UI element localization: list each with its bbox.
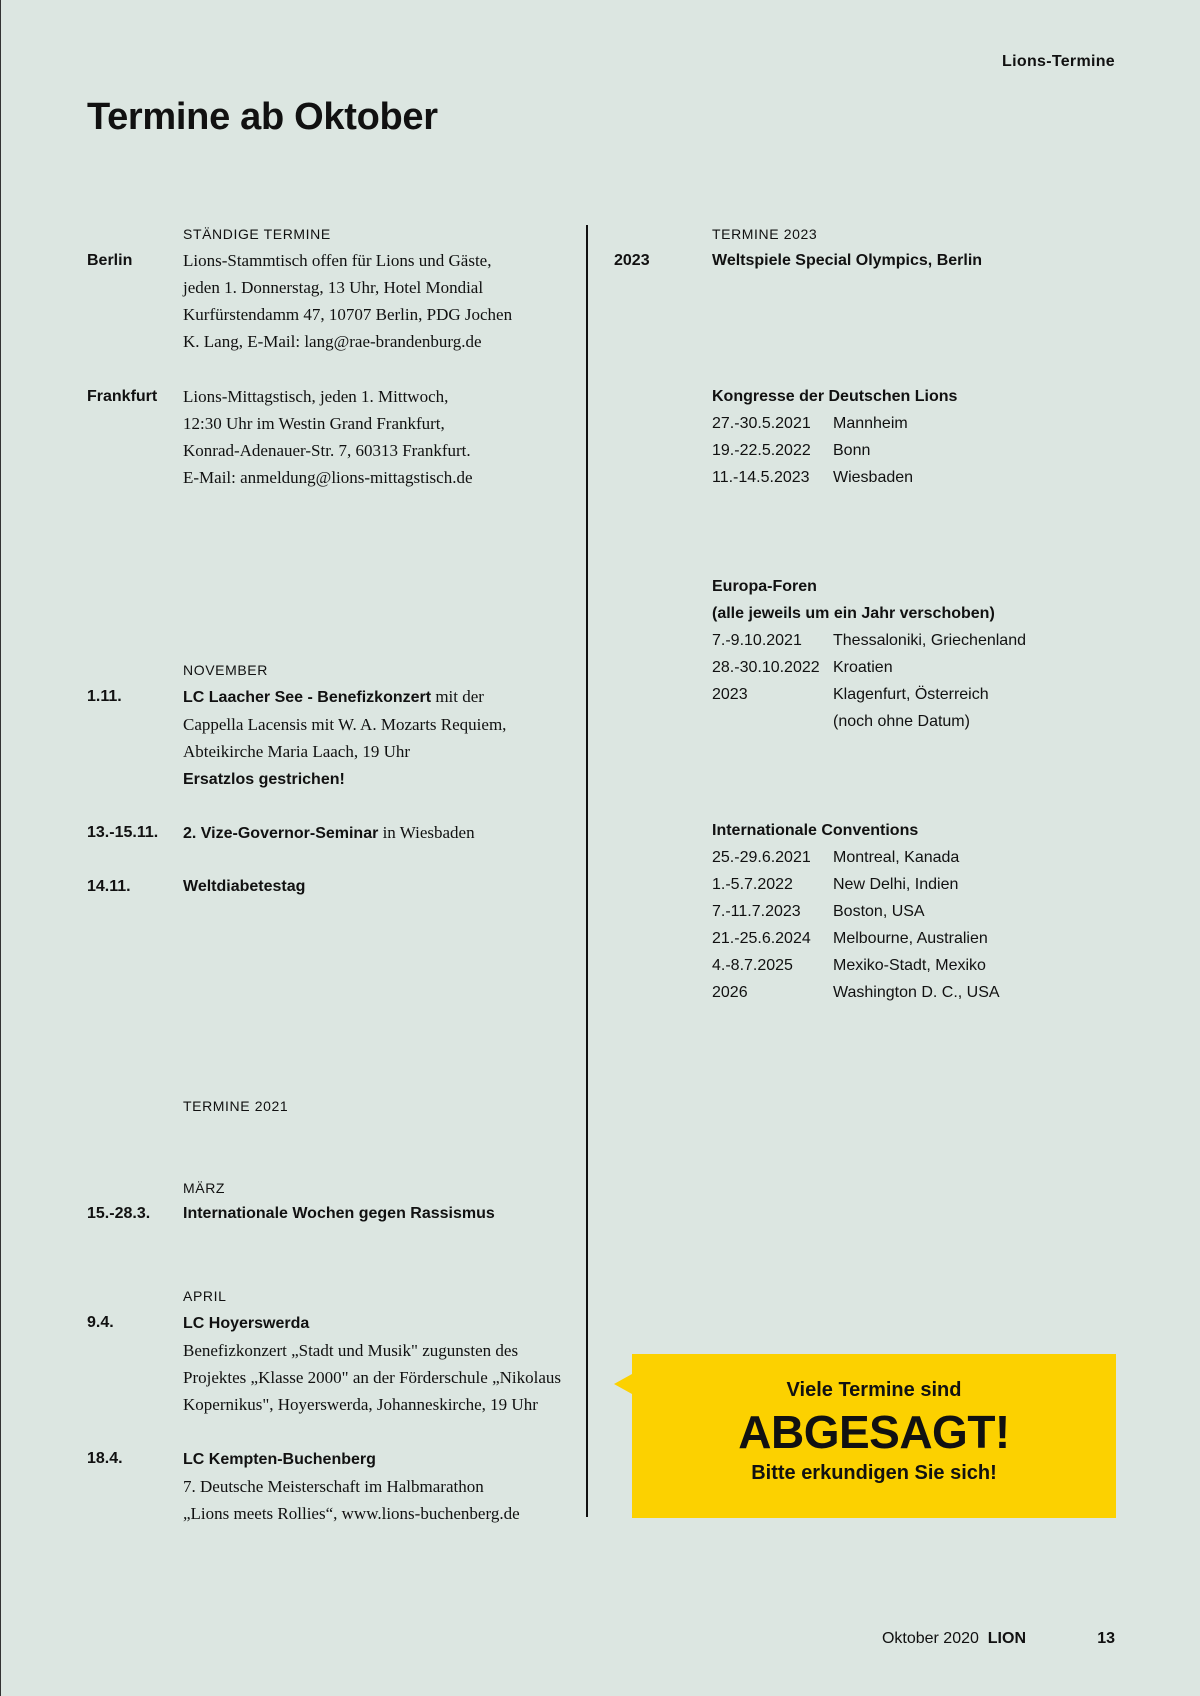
- list-item: (noch ohne Datum): [833, 713, 970, 730]
- event-title-weltdiabetestag: Weltdiabetestag: [183, 878, 306, 895]
- list-item: 7.-11.7.2023 Boston, USA: [712, 903, 925, 920]
- list-item: 7.-9.10.2021 Thessaloniki, Griechenland: [712, 632, 1026, 649]
- event-date: 18.4.: [87, 1450, 123, 1467]
- list-item: 28.-30.10.2022 Kroatien: [712, 659, 893, 676]
- list-item: 25.-29.6.2021 Montreal, Kanada: [712, 849, 960, 866]
- page-number: 13: [1097, 1630, 1115, 1647]
- conventions-list: [712, 817, 1000, 1006]
- footer-issue: Oktober 2020 LION: [881, 1630, 1026, 1647]
- list-item: 1.-5.7.2022 New Delhi, Indien: [712, 876, 959, 893]
- entry-place-frankfurt: Frankfurt: [87, 388, 158, 405]
- event-text-seminar: 2. Vize-Governor-Seminar in Wiesbaden: [183, 823, 475, 842]
- list-item: 4.-8.7.2025 Mexiko-Stadt, Mexiko: [712, 957, 986, 974]
- event-title-special-olympics: Weltspiele Special Olympics, Berlin: [712, 252, 983, 269]
- event-date: 13.-15.11.: [87, 824, 159, 841]
- callout-line1: Viele Termine sind: [786, 1379, 962, 1401]
- event-date: 9.4.: [87, 1314, 114, 1331]
- month-heading-november: NOVEMBER: [183, 662, 268, 678]
- event-date: 14.11.: [87, 878, 131, 895]
- event-text-laacher-see: LC Laacher See - Benefizkonzert mit der Cappella Lacensis mit W. A. Mozarts Requiem, Abteikirche Maria Laach, 19 Uhr Ersatzlos gestrichen!: [183, 687, 507, 788]
- europa-subheading: (alle jeweils um ein Jahr verschoben): [712, 605, 995, 622]
- event-date: 1.11.: [87, 688, 122, 705]
- section-heading-termine-2021: TERMINE 2021: [183, 1098, 289, 1114]
- footer-brand: LION: [987, 1630, 1026, 1647]
- kongresse-heading: Kongresse der Deutschen Lions: [712, 388, 958, 405]
- event-text-hoyerswerda: LC Hoyerswerda Benefizkonzert „Stadt und Musik" zugunsten des Projektes „Klasse 2000" an der Förderschule „Nikolaus Kopernikus", Hoyerswerda, Johanneskirche, 19 Uhr: [183, 1315, 562, 1414]
- callout-line3: Bitte erkundigen Sie sich!: [751, 1462, 997, 1484]
- section-heading-termine-2023: TERMINE 2023: [712, 226, 818, 242]
- section-heading-staendige: STÄNDIGE TERMINE: [183, 226, 331, 242]
- page-title: Termine ab Oktober: [87, 96, 438, 138]
- list-item: 19.-22.5.2022 Bonn: [712, 442, 871, 459]
- europa-heading: Europa-Foren: [712, 578, 817, 595]
- event-text-kempten: LC Kempten-Buchenberg 7. Deutsche Meisterschaft im Halbmarathon „Lions meets Rollies“, www.lions-buchenberg.de: [183, 1451, 520, 1523]
- list-item: 11.-14.5.2023 Wiesbaden: [712, 469, 914, 486]
- list-item: 2023 Klagenfurt, Österreich: [712, 686, 989, 703]
- kongresse-list: [712, 383, 957, 491]
- list-item: 2026 Washington D. C., USA: [712, 984, 1000, 1001]
- running-head: Lions-Termine: [1002, 53, 1115, 70]
- event-title-rassismus: Internationale Wochen gegen Rassismus: [183, 1205, 495, 1222]
- list-item: 21.-25.6.2024 Melbourne, Australien: [712, 930, 988, 947]
- entry-text-frankfurt: Lions-Mittagstisch, jeden 1. Mittwoch, 12:30 Uhr im Westin Grand Frankfurt, Konrad-Adenauer-Str. 7, 60313 Frankfurt. E-Mail: anmeldung@lions-mittagstisch.de: [183, 387, 473, 487]
- cancelled-note: Ersatzlos gestrichen!: [183, 771, 345, 788]
- cancellation-callout: [632, 1354, 1116, 1518]
- month-heading-april: APRIL: [183, 1288, 227, 1304]
- list-item: 27.-30.5.2021 Mannheim: [712, 415, 908, 432]
- column-divider: [586, 225, 588, 1517]
- event-date: 15.-28.3.: [87, 1205, 151, 1222]
- entry-place-berlin: Berlin: [87, 252, 133, 269]
- europa-list: [712, 573, 1026, 735]
- event-year: 2023: [614, 252, 650, 269]
- callout-headline: ABGESAGT!: [738, 1406, 1010, 1458]
- entry-text-berlin: Lions-Stammtisch offen für Lions und Gäste, jeden 1. Donnerstag, 13 Uhr, Hotel Mondial Kurfürstendamm 47, 10707 Berlin, PDG Jochen K. Lang, E-Mail: lang@rae-brandenburg.de: [183, 251, 513, 351]
- callout-pointer: [614, 1374, 632, 1394]
- conventions-heading: Internationale Conventions: [712, 822, 919, 839]
- month-heading-maerz: MÄRZ: [183, 1180, 226, 1196]
